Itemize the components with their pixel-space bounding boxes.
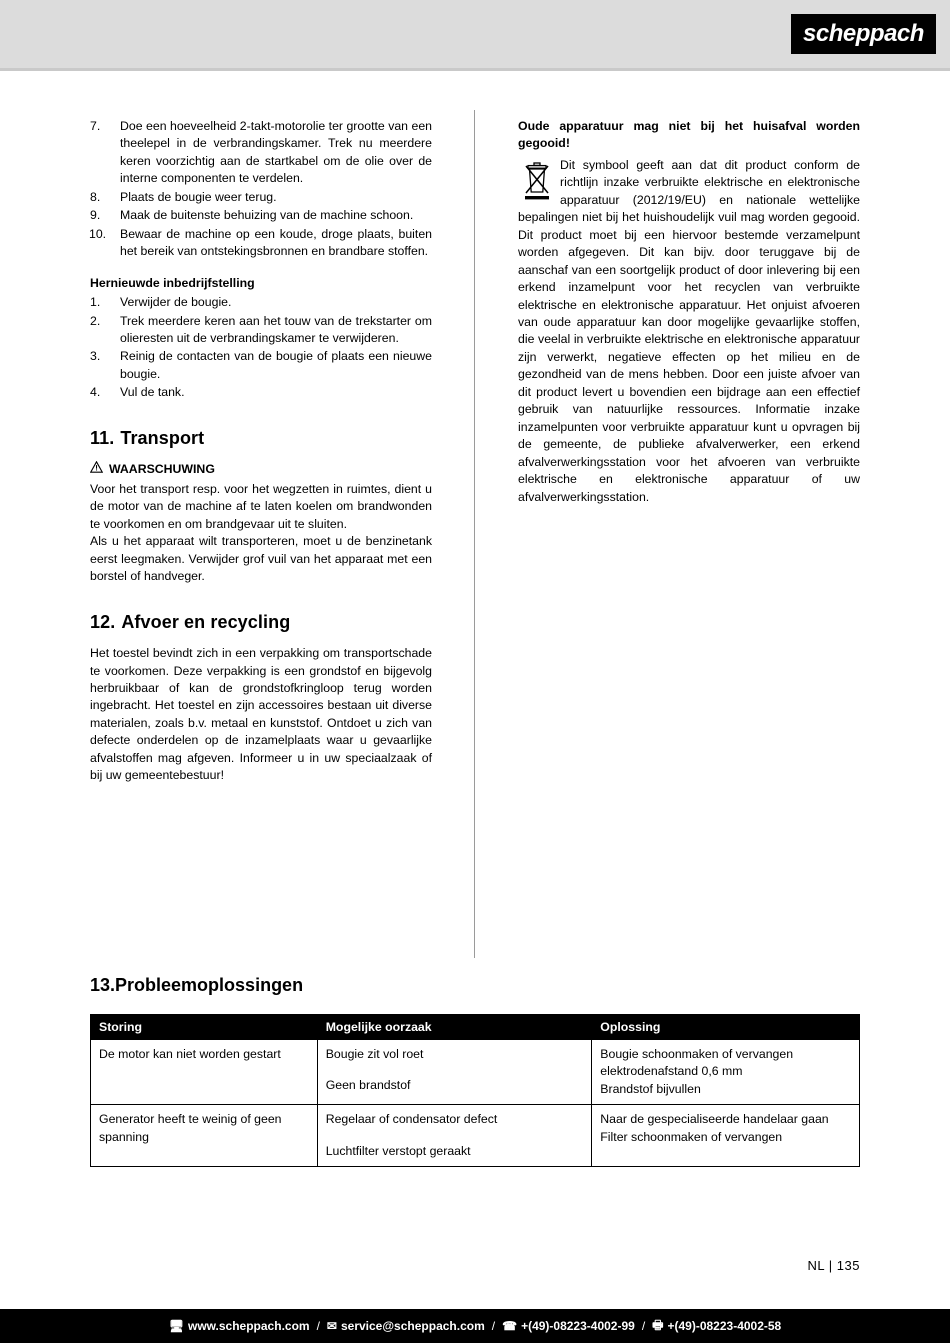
section-heading-transport bbox=[90, 426, 432, 452]
cell-oplossing-line-2: Filter schoonmaken of vervangen bbox=[600, 1129, 783, 1144]
list-item-text: Vul de tank. bbox=[120, 385, 185, 400]
warning-line bbox=[90, 461, 432, 478]
column-divider bbox=[474, 110, 475, 958]
list-item bbox=[90, 189, 432, 206]
section-heading-disposal bbox=[90, 610, 432, 636]
list-item-text: Bewaar de machine op een koude, droge plaats, buiten het bereik van ontstekingsbronnen en brandbare stoffen. bbox=[120, 226, 432, 259]
table-header-oplossing: Oplossing bbox=[592, 1015, 860, 1040]
warning-label: WAARSCHUWING bbox=[109, 462, 215, 477]
section-title: Transport bbox=[120, 427, 205, 448]
cell-oorzaak bbox=[317, 1105, 592, 1167]
list-item-number: 8. bbox=[90, 189, 101, 204]
cell-oplossing bbox=[592, 1040, 860, 1105]
waste-body-wrap bbox=[518, 157, 860, 506]
list-item-text: Verwijder de bougie. bbox=[120, 295, 232, 310]
section-number: 13. bbox=[90, 975, 116, 995]
list-item bbox=[90, 226, 432, 261]
storage-steps-list bbox=[90, 118, 432, 261]
cell-oorzaak-line-1: Regelaar of condensator defect bbox=[325, 1112, 498, 1127]
list-item bbox=[90, 294, 432, 311]
table-header-oorzaak: Mogelijke oorzaak bbox=[317, 1015, 592, 1040]
page-number bbox=[808, 1258, 860, 1273]
table-row bbox=[91, 1040, 860, 1105]
cell-oplossing bbox=[592, 1105, 860, 1167]
list-item-text: Reinig de contacten van de bougie of plaats een nieuwe bougie. bbox=[120, 349, 432, 381]
footer-email[interactable]: service@scheppach.com bbox=[340, 1319, 485, 1333]
warning-triangle-icon bbox=[90, 461, 103, 478]
cell-storing: Generator heeft te weinig of geen spanning bbox=[91, 1105, 318, 1167]
list-item bbox=[90, 348, 432, 383]
waste-heading: Oude apparatuur mag niet bij het huisafval worden gegooid! bbox=[518, 119, 860, 151]
transport-paragraph-2: Als u het apparaat wilt transporteren, moet u de benzinetank eerst leegmaken. Verwijder grof vuil van het apparaat met een borstel of handveger. bbox=[90, 534, 432, 584]
table-header-storing: Storing bbox=[91, 1015, 318, 1040]
list-item bbox=[90, 118, 432, 188]
footer-phone: +(49)-08223-4002-99 bbox=[521, 1319, 635, 1333]
page-language-label: NL bbox=[807, 1258, 825, 1273]
page-number-value: 135 bbox=[836, 1258, 860, 1273]
restart-steps-list bbox=[90, 294, 432, 402]
crossed-out-wheelie-bin-icon bbox=[522, 159, 552, 203]
page-footer bbox=[0, 1309, 950, 1343]
left-column bbox=[90, 118, 432, 785]
phone-icon: ☎ bbox=[502, 1319, 518, 1333]
cell-oorzaak-line-1: Bougie zit vol roet bbox=[325, 1047, 424, 1061]
list-item bbox=[90, 313, 432, 348]
section-title: Afvoer en recycling bbox=[121, 611, 291, 632]
list-item-number: 3. bbox=[90, 349, 101, 364]
table-header-row bbox=[91, 1015, 860, 1040]
section-heading-troubleshooting bbox=[90, 975, 303, 996]
list-item-number: 9. bbox=[90, 208, 101, 223]
list-item-number: 4. bbox=[90, 385, 101, 400]
cell-storing: De motor kan niet worden gestart bbox=[91, 1040, 318, 1105]
footer-separator: / bbox=[316, 1319, 320, 1333]
footer-website[interactable]: www.scheppach.com bbox=[187, 1319, 310, 1333]
list-item bbox=[90, 384, 432, 401]
brand-logo bbox=[791, 14, 936, 54]
list-item-number: 2. bbox=[90, 313, 101, 328]
footer-fax: +(49)-08223-4002-58 bbox=[667, 1319, 782, 1333]
page-number-separator: | bbox=[828, 1258, 833, 1273]
section-title: Probleemoplossingen bbox=[115, 975, 304, 995]
envelope-icon: ✉ bbox=[326, 1319, 337, 1333]
cell-oplossing-line-2: Brandstof bijvullen bbox=[600, 1081, 701, 1096]
list-item-text: Plaats de bougie weer terug. bbox=[120, 189, 277, 204]
fax-icon: 🖶 bbox=[652, 1317, 664, 1332]
table-row bbox=[91, 1105, 860, 1167]
section-number: 11. bbox=[90, 427, 115, 448]
section-number: 12. bbox=[90, 611, 116, 632]
troubleshooting-table bbox=[90, 1014, 860, 1167]
list-item-number: 10. bbox=[89, 226, 107, 241]
list-item-text: Maak de buitenste behuizing van de machine schoon. bbox=[120, 208, 414, 223]
cell-oorzaak-line-2: Geen brandstof bbox=[325, 1078, 411, 1093]
cell-oplossing-line-1: Bougie schoonmaken of vervangen elektrodenafstand 0,6 mm bbox=[600, 1047, 794, 1079]
list-item-text: Doe een hoeveelheid 2-takt-motorolie ter grootte van een theelepel in de verbrandingskamer. Trek nu meerdere keren voorzichtig aan de startkabel om de olie over de interne componenten te verdelen. bbox=[120, 119, 432, 186]
waste-body-text: Dit symbool geeft aan dat dit product conform de richtlijn inzake verbruikte elektrische en elektronische apparatuur (2012/19/EU) en nationale wettelijke bepalingen niet bij het huishoudelijk vuil mag worden gegooid. Dit product moet bij een hiervoor bestemde verzamelpunt worden afgegeven. Dit kan bijv. door teruggave bij de aanschaf van een soortgelijk product of door inlevering bij een erkend inzamelpunt voor het recyclen van verbruikte elektrische en elektronische apparatuur. Het onjuist afvoeren van oude apparatuur kan door mogelijke gevaarlijke stoffen, die veelal in verbruikte elektrische en elektronische apparatuur zijn verwerkt, negatieve effecten op het milieu en de gezondheid van de mens hebben. Door een juiste afvoer van dit product levert u bovendien een bijdrage aan een effectief gebruik van natuurlijke ressources. Informatie inzake inzamelpunten voor verbruikte apparatuur kunt u opvragen bij de gemeente, de publieke afvalverwerker, een erkend afvalverwerkingsstation voor het afvoeren van verbruikte elektrische en elektronische apparatuur of uw afvalverwerkingsstation. bbox=[518, 157, 860, 504]
disposal-paragraph: Het toestel bevindt zich in een verpakking om transportschade te voorkomen. Deze verpakking is een grondstof en bijgevolg herbruikbaar of kan de grondstofkringloop terug worden ingebracht. Het toestel en zijn accessoires bestaan uit diverse materialen, zoals b.v. metaal en kunststof. Ontdoet u zich van defecte onderdelen op de inzamelplaats waar u gevaarlijke afvalstoffen mag afgeven. Informeer u in uw speciaalzaak of bij uw gemeentebestuur! bbox=[90, 646, 432, 783]
transport-paragraph-1: Voor het transport resp. voor het wegzetten in ruimtes, dient u de motor van de machine af te laten koelen om brandwonden te voorkomen en om brandgevaar uit te sluiten. bbox=[90, 481, 432, 531]
list-item-number: 7. bbox=[90, 119, 101, 133]
header-divider-rule bbox=[0, 68, 950, 71]
restart-heading: Hernieuwde inbedrijfstelling bbox=[90, 275, 255, 290]
cell-oorzaak bbox=[317, 1040, 592, 1105]
list-item-number: 1. bbox=[90, 295, 101, 310]
right-column bbox=[518, 118, 860, 506]
cell-oorzaak-line-2: Luchtfilter verstopt geraakt bbox=[325, 1143, 471, 1158]
footer-separator: / bbox=[641, 1319, 646, 1333]
list-item bbox=[90, 207, 432, 224]
list-item-text: Trek meerdere keren aan het touw van de trekstarter om olieresten uit de verbrandingskamer te verwijderen. bbox=[120, 313, 432, 345]
footer-separator: / bbox=[491, 1319, 496, 1333]
cell-oplossing-line-1: Naar de gespecialiseerde handelaar gaan bbox=[600, 1112, 829, 1127]
brand-logo-text: scheppach bbox=[803, 20, 924, 47]
globe-icon: 🖥 bbox=[168, 1319, 184, 1333]
